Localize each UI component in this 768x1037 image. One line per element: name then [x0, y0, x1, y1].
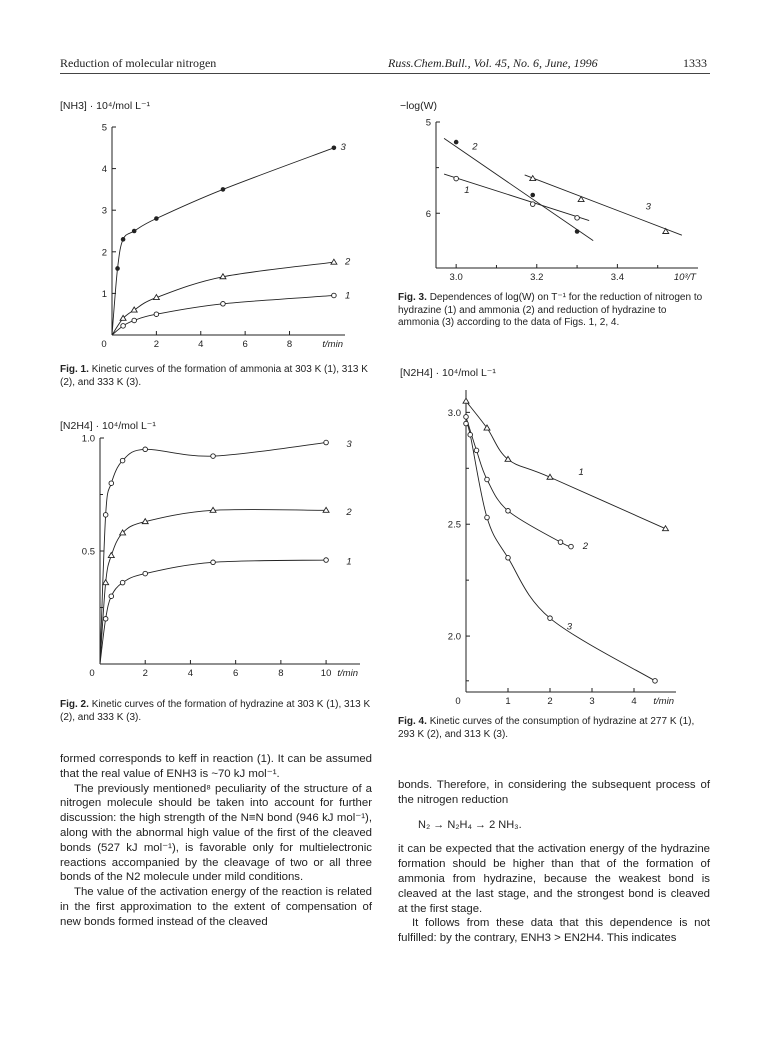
fig3-caption	[398, 292, 710, 330]
series-2-point	[331, 259, 337, 264]
series-1-point	[530, 202, 535, 207]
fig3-caption-text: Dependences of log(W) on T⁻¹ for the reduction of nitrogen to hydrazine (1) and ammonia (2) and reduction of hydrazine to ammonia (3) according to the data of Figs. 1, 2, 4.	[398, 292, 703, 328]
y-tick-label: 2.5	[447, 519, 461, 531]
series-2-point	[485, 477, 490, 482]
fig4-caption-label: Fig. 4.	[398, 716, 427, 727]
paragraph: The previously mentioned⁸ peculiarity of the structure of a nitrogen molecule should be taken into account for further discussion: the high strength of the N≡N bond (946 kJ mol⁻¹), along with the abnormal high value of the first of the cleaved bonds (527 kJ mol⁻¹), is favorable only for multielectronic reactions accompanied by the cleavage of two or all three bonds of the N2 molecule under mild conditions.	[60, 782, 372, 884]
series-1-label: 1	[345, 290, 351, 302]
fig4-caption-text: Kinetic curves of the consumption of hydrazine at 277 K (1), 293 K (2), and 313 K (3).	[398, 716, 695, 740]
series-2-point	[569, 544, 574, 549]
series-3-point	[143, 447, 148, 452]
series-3-point	[121, 237, 126, 242]
x-tick-label: 8	[278, 668, 284, 679]
series-2-label: 2	[472, 141, 478, 153]
reaction-equation: N₂ → N₂H₄ → 2 NH₃.	[418, 818, 522, 831]
series-1-point	[211, 560, 216, 565]
series-1-label: 1	[464, 185, 470, 197]
y-tick-label: 1.0	[81, 433, 95, 445]
series-1-line	[444, 174, 589, 221]
paragraph: The value of the activation energy of the reaction is related in the first approximation to the extent of compensation of new bonds formed instead of the cleaved	[60, 886, 372, 928]
y-tick-label: 2	[101, 247, 107, 259]
paragraph: formed corresponds to keff in reaction (1). It can be assumed that the real value of ENH3 is ~70 kJ mol⁻¹.	[60, 753, 372, 780]
series-1-point	[121, 324, 126, 329]
series-3-label: 3	[645, 201, 651, 213]
fig2-caption	[60, 699, 382, 724]
series-2-point	[131, 307, 137, 312]
left-column-text	[60, 752, 372, 930]
page-number: 1333	[683, 56, 707, 70]
x-tick-label: 3.4	[610, 272, 624, 283]
series-2-label: 2	[582, 540, 589, 552]
x-tick-label: 3.0	[449, 272, 463, 283]
series-3-curve	[112, 148, 334, 335]
series-1-point	[120, 580, 125, 585]
series-3-point	[211, 454, 216, 459]
series-3-point	[221, 187, 226, 192]
series-1-point	[132, 318, 137, 323]
x-tick-label: 4	[631, 696, 637, 707]
series-3-point	[132, 229, 137, 234]
x-tick-label: 6	[233, 668, 239, 679]
fig3-caption-label: Fig. 3.	[398, 292, 427, 303]
series-1-point	[575, 216, 580, 221]
x-tick-label: 8	[286, 339, 293, 350]
series-3-label: 3	[566, 621, 573, 633]
fig1-caption-label: Fig. 1.	[60, 364, 89, 375]
fig1-ylabel: [NH3] · 10⁴/mol L⁻¹	[60, 100, 150, 112]
series-1-point	[221, 302, 226, 307]
x-tick-label: 2	[142, 668, 148, 679]
y-tick-label: 2.0	[447, 631, 461, 643]
series-3-point	[120, 458, 125, 463]
series-3-point	[530, 176, 536, 181]
fig2-ylabel: [N2H4] · 10⁴/mol L⁻¹	[60, 420, 156, 432]
fig4-chart	[400, 380, 710, 710]
x-tick-label: 10	[320, 668, 332, 679]
series-2-point	[474, 448, 479, 453]
origin-label: 0	[455, 696, 461, 707]
x-tick-label: 2	[153, 339, 160, 350]
x-axis-label: t/min	[337, 668, 358, 679]
series-3-point	[485, 515, 490, 520]
fig1-chart	[60, 112, 390, 362]
series-2-point	[323, 507, 329, 512]
y-tick-label: 5	[425, 117, 431, 129]
series-3-line	[525, 175, 682, 235]
paragraph: It follows from these data that this dependence is not fulfilled: by the contrary, ENH3 > EN2H4. This indicates	[398, 917, 710, 945]
series-3-point	[103, 513, 108, 518]
origin-label: 0	[89, 668, 95, 679]
series-3-point	[464, 421, 469, 426]
right-column-text	[398, 778, 710, 946]
series-2-curve	[100, 509, 326, 664]
series-2-point	[454, 140, 459, 145]
x-axis-label: 10³/T	[673, 272, 696, 283]
series-2-point	[558, 540, 563, 545]
x-tick-label: 3	[589, 696, 595, 707]
paragraph: bonds. Therefore, in considering the subsequent process of the nitrogen reduction	[398, 779, 710, 806]
x-axis-label: t/min	[322, 339, 343, 350]
paragraph: it can be expected that the activation energy of the hydrazine formation should be higher than that of the formation of ammonia from hydrazine, because the weakest bond is cleaved at the last stage, and the strongest bond is cleaved at the first stage.	[398, 843, 710, 915]
series-2-point	[506, 509, 511, 514]
series-1-label: 1	[578, 467, 584, 479]
fig2-caption-label: Fig. 2.	[60, 699, 89, 710]
fig2-caption-text: Kinetic curves of the formation of hydrazine at 303 K (1), 313 K (2), and 333 K (3).	[60, 699, 371, 723]
running-head-title: Reduction of molecular nitrogen	[60, 56, 217, 70]
series-3-point	[663, 229, 669, 234]
series-2-point	[108, 553, 114, 558]
fig1-caption-text: Kinetic curves of the formation of ammonia at 303 K (1), 313 K (2), and 333 K (3).	[60, 364, 368, 388]
y-tick-label: 3.0	[447, 407, 461, 419]
series-1-curve	[466, 401, 666, 529]
fig3-ylabel: −log(W)	[400, 100, 438, 112]
y-tick-label: 4	[101, 164, 107, 176]
series-2-point	[575, 229, 580, 234]
x-tick-label: 6	[242, 339, 248, 350]
fig3-chart	[400, 112, 710, 288]
series-3-point	[468, 432, 473, 437]
series-1-label: 1	[346, 556, 352, 568]
series-1-point	[154, 312, 159, 317]
series-1-point	[454, 176, 459, 181]
series-3-label: 3	[340, 141, 346, 153]
x-tick-label: 2	[547, 696, 553, 707]
fig4-ylabel: [N2H4] · 10⁴/mol L⁻¹	[400, 367, 496, 379]
series-2-curve	[466, 417, 571, 547]
y-tick-label: 1	[101, 288, 107, 300]
x-axis-label: t/min	[653, 696, 674, 707]
origin-label: 0	[101, 339, 107, 350]
series-1-point	[324, 558, 329, 563]
y-tick-label: 0.5	[81, 546, 95, 558]
series-1-point	[332, 293, 337, 298]
journal-citation: Russ.Chem.Bull., Vol. 45, No. 6, June, 1996	[388, 56, 598, 70]
x-tick-label: 4	[198, 339, 204, 350]
series-2-label: 2	[346, 506, 352, 518]
fig2-chart	[60, 428, 390, 694]
fig4-caption	[398, 716, 710, 741]
series-1-point	[103, 617, 108, 622]
series-1-point	[463, 398, 469, 403]
series-3-point	[109, 481, 114, 486]
x-tick-label: 4	[187, 668, 194, 679]
series-2-point	[464, 415, 469, 420]
series-2-point	[103, 580, 109, 585]
y-tick-label: 5	[101, 122, 107, 134]
series-1-point	[109, 594, 114, 599]
x-tick-label: 3.2	[530, 272, 544, 283]
series-3-point	[332, 146, 337, 151]
header-rule	[60, 73, 710, 74]
series-3-curve	[100, 443, 326, 664]
y-tick-label: 3	[101, 205, 107, 217]
y-tick-label: 6	[425, 208, 431, 220]
series-2-point	[530, 193, 535, 198]
series-1-curve	[100, 560, 326, 664]
fig1-caption	[60, 364, 382, 389]
series-3-point	[506, 555, 511, 560]
series-3-point	[115, 266, 120, 271]
x-tick-label: 1	[505, 696, 511, 707]
series-1-point	[143, 571, 148, 576]
series-3-point	[324, 440, 329, 445]
series-3-label: 3	[346, 439, 352, 451]
series-3-curve	[466, 424, 655, 681]
series-3-point	[154, 216, 159, 221]
series-3-point	[653, 679, 658, 684]
series-2-label: 2	[345, 256, 351, 268]
series-3-point	[548, 616, 553, 621]
